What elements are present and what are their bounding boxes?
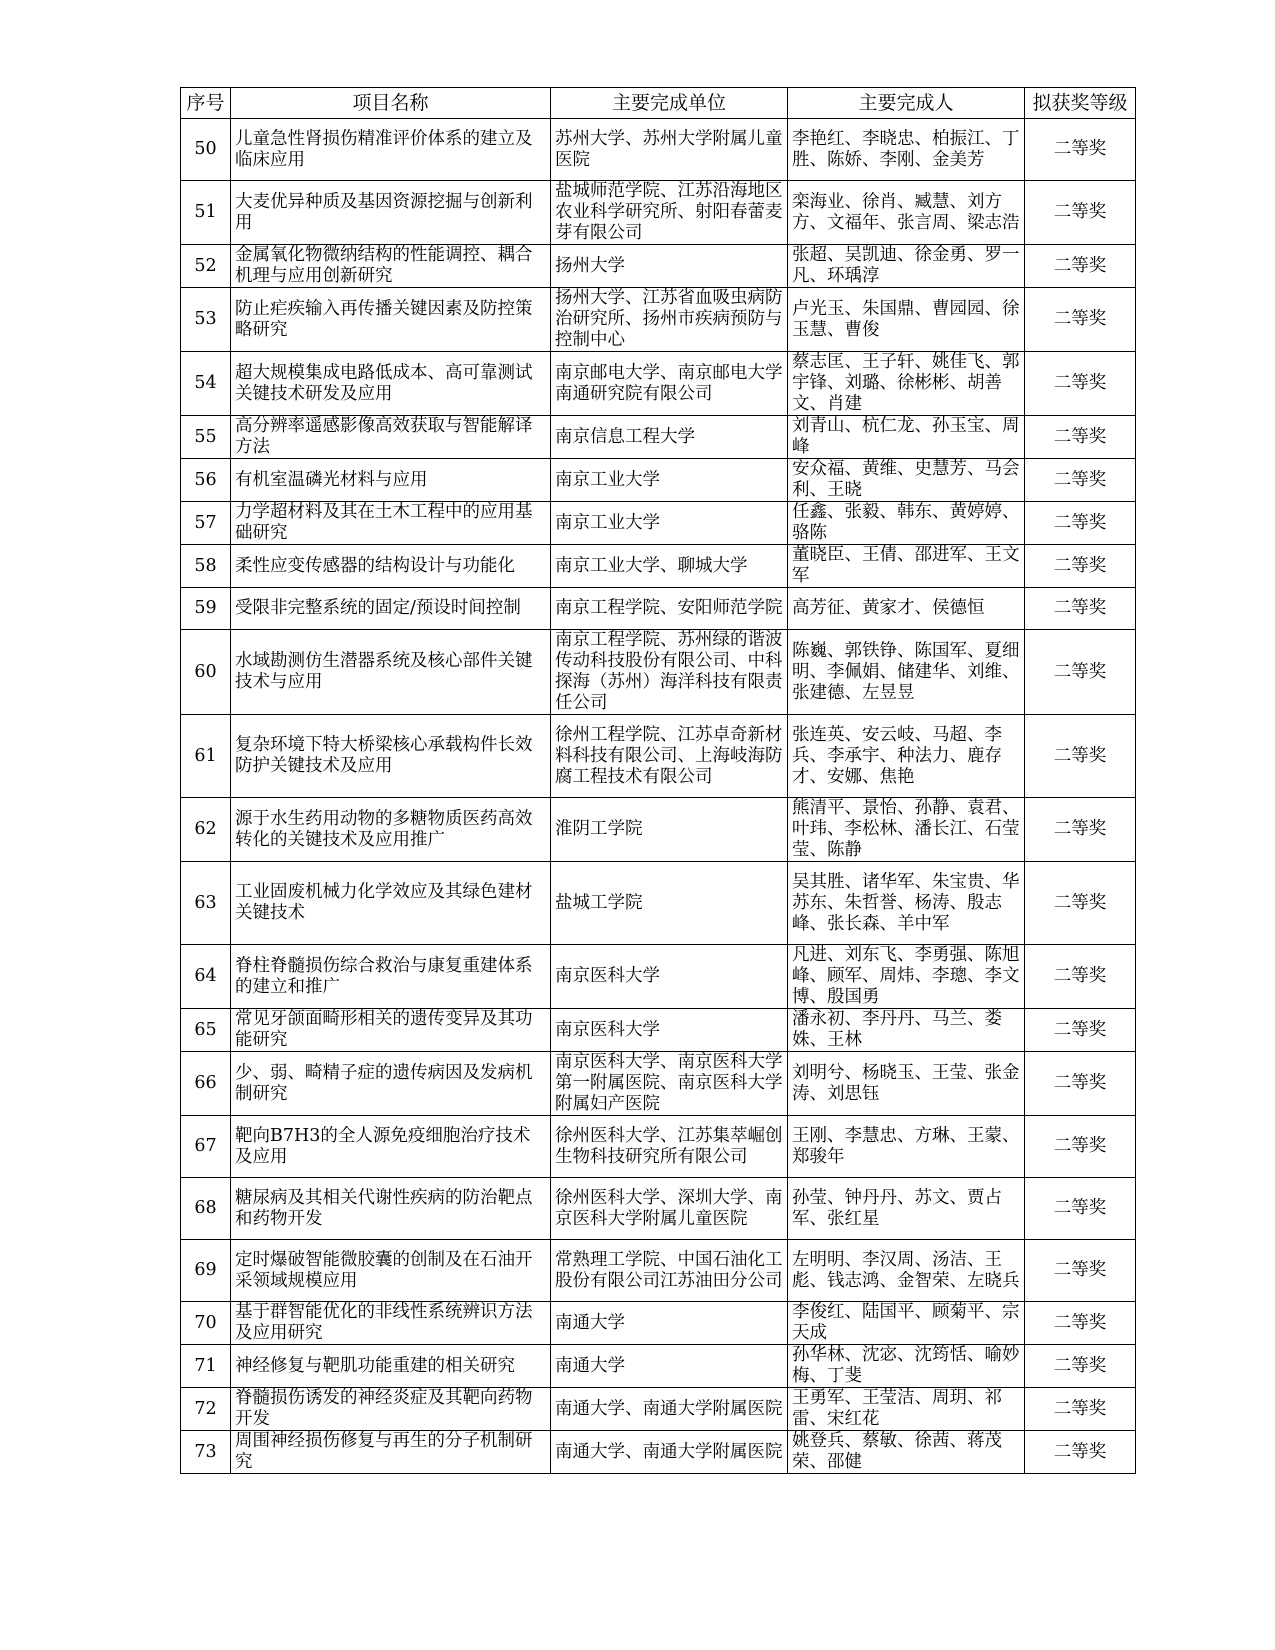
table-row (181, 588, 1136, 630)
completion-persons: 卢光玉、朱国鼎、曹园园、徐玉慧、曹俊 (788, 288, 1025, 352)
award-grade: 二等奖 (1025, 1052, 1136, 1116)
project-name: 力学超材料及其在土木工程中的应用基础研究 (231, 502, 551, 545)
completion-unit: 南通大学、南通大学附属医院 (551, 1388, 788, 1431)
row-number: 57 (181, 502, 231, 545)
table-row (181, 715, 1136, 798)
table-body (181, 119, 1136, 1474)
table-row (181, 1178, 1136, 1240)
completion-persons: 高芳征、黄家才、侯德恒 (788, 588, 1025, 630)
award-grade: 二等奖 (1025, 1178, 1136, 1240)
row-number: 70 (181, 1302, 231, 1345)
completion-persons: 张连英、安云岐、马超、李兵、李承宇、种法力、鹿存才、安娜、焦艳 (788, 715, 1025, 798)
row-number: 56 (181, 459, 231, 502)
completion-persons: 王刚、李慧忠、方琳、王蒙、郑骏年 (788, 1116, 1025, 1178)
award-grade: 二等奖 (1025, 416, 1136, 459)
completion-persons: 安众福、黄维、史慧芳、马会利、王晓 (788, 459, 1025, 502)
completion-persons: 蔡志匡、王子轩、姚佳飞、郭宇锋、刘璐、徐彬彬、胡善文、肖建 (788, 352, 1025, 416)
completion-persons: 孙莹、钟丹丹、苏文、贾占军、张红星 (788, 1178, 1025, 1240)
award-grade: 二等奖 (1025, 352, 1136, 416)
row-number: 64 (181, 945, 231, 1009)
completion-persons: 姚登兵、蔡敏、徐茜、蒋茂荣、邵健 (788, 1431, 1025, 1474)
table-row (181, 119, 1136, 181)
project-name: 脊髓损伤诱发的神经炎症及其靶向药物开发 (231, 1388, 551, 1431)
table-row (181, 1240, 1136, 1302)
completion-unit: 南京工程学院、苏州绿的谐波传动科技股份有限公司、中科探海（苏州）海洋科技有限责任公司 (551, 630, 788, 715)
completion-unit: 南京工业大学 (551, 459, 788, 502)
row-number: 61 (181, 715, 231, 798)
award-table (180, 87, 1136, 1474)
row-number: 58 (181, 545, 231, 588)
project-name: 源于水生药用动物的多糖物质医药高效转化的关键技术及应用推广 (231, 798, 551, 862)
completion-unit: 扬州大学 (551, 245, 788, 288)
table-row (181, 502, 1136, 545)
completion-unit: 徐州医科大学、江苏集萃崛创生物科技研究所有限公司 (551, 1116, 788, 1178)
table-row (181, 630, 1136, 715)
completion-unit: 南京工业大学、聊城大学 (551, 545, 788, 588)
completion-unit: 淮阴工学院 (551, 798, 788, 862)
table-row (181, 945, 1136, 1009)
completion-unit: 南京邮电大学、南京邮电大学南通研究院有限公司 (551, 352, 788, 416)
completion-persons: 栾海业、徐肖、臧慧、刘方方、文福年、张言周、梁志浩 (788, 181, 1025, 245)
project-name: 常见牙颌面畸形相关的遗传变异及其功能研究 (231, 1009, 551, 1052)
row-number: 60 (181, 630, 231, 715)
completion-persons: 刘青山、杭仁龙、孙玉宝、周峰 (788, 416, 1025, 459)
completion-persons: 李俊红、陆国平、顾菊平、宗天成 (788, 1302, 1025, 1345)
completion-unit: 盐城工学院 (551, 862, 788, 945)
row-number: 65 (181, 1009, 231, 1052)
project-name: 柔性应变传感器的结构设计与功能化 (231, 545, 551, 588)
table-row (181, 1052, 1136, 1116)
header-persons: 主要完成人 (788, 88, 1025, 119)
header-no: 序号 (181, 88, 231, 119)
project-name: 周围神经损伤修复与再生的分子机制研究 (231, 1431, 551, 1474)
table-row (181, 1302, 1136, 1345)
award-grade: 二等奖 (1025, 630, 1136, 715)
completion-unit: 扬州大学、江苏省血吸虫病防治研究所、扬州市疾病预防与控制中心 (551, 288, 788, 352)
completion-persons: 吴其胜、诸华军、朱宝贵、华苏东、朱哲誉、杨涛、殷志峰、张长森、羊中军 (788, 862, 1025, 945)
completion-persons: 王勇军、王莹洁、周玥、祁雷、宋红花 (788, 1388, 1025, 1431)
project-name: 脊柱脊髓损伤综合救治与康复重建体系的建立和推广 (231, 945, 551, 1009)
completion-unit: 徐州医科大学、深圳大学、南京医科大学附属儿童医院 (551, 1178, 788, 1240)
award-grade: 二等奖 (1025, 1431, 1136, 1474)
completion-unit: 南京医科大学 (551, 1009, 788, 1052)
award-grade: 二等奖 (1025, 1388, 1136, 1431)
header-row (181, 88, 1136, 119)
table-row (181, 798, 1136, 862)
row-number: 73 (181, 1431, 231, 1474)
project-name: 金属氧化物微纳结构的性能调控、耦合机理与应用创新研究 (231, 245, 551, 288)
completion-persons: 任鑫、张毅、韩东、黄婷婷、骆陈 (788, 502, 1025, 545)
completion-persons: 孙华林、沈宓、沈筠恬、喻妙梅、丁斐 (788, 1345, 1025, 1388)
project-name: 高分辨率遥感影像高效获取与智能解译方法 (231, 416, 551, 459)
header-unit: 主要完成单位 (551, 88, 788, 119)
award-grade: 二等奖 (1025, 1240, 1136, 1302)
completion-persons: 熊清平、景怡、孙静、袁君、叶玮、李松林、潘长江、石莹莹、陈静 (788, 798, 1025, 862)
award-grade: 二等奖 (1025, 459, 1136, 502)
row-number: 62 (181, 798, 231, 862)
award-grade: 二等奖 (1025, 245, 1136, 288)
table-row (181, 459, 1136, 502)
table-row (181, 245, 1136, 288)
project-name: 复杂环境下特大桥梁核心承载构件长效防护关键技术及应用 (231, 715, 551, 798)
project-name: 大麦优异种质及基因资源挖掘与创新利用 (231, 181, 551, 245)
completion-persons: 张超、吴凯迪、徐金勇、罗一凡、环瑀淳 (788, 245, 1025, 288)
completion-unit: 南京医科大学、南京医科大学第一附属医院、南京医科大学附属妇产医院 (551, 1052, 788, 1116)
completion-unit: 常熟理工学院、中国石油化工股份有限公司江苏油田分公司 (551, 1240, 788, 1302)
completion-persons: 李艳红、李晓忠、柏振江、丁胜、陈娇、李刚、金美芳 (788, 119, 1025, 181)
row-number: 69 (181, 1240, 231, 1302)
completion-persons: 董晓臣、王倩、邵进军、王文军 (788, 545, 1025, 588)
project-name: 超大规模集成电路低成本、高可靠测试关键技术研发及应用 (231, 352, 551, 416)
table-row (181, 288, 1136, 352)
row-number: 52 (181, 245, 231, 288)
completion-unit: 南京信息工程大学 (551, 416, 788, 459)
project-name: 靶向B7H3的全人源免疫细胞治疗技术及应用 (231, 1116, 551, 1178)
completion-unit: 南通大学 (551, 1302, 788, 1345)
completion-persons: 凡进、刘东飞、李勇强、陈旭峰、顾军、周炜、李璁、李文博、殷国勇 (788, 945, 1025, 1009)
table-row (181, 1009, 1136, 1052)
completion-unit: 南通大学 (551, 1345, 788, 1388)
project-name: 工业固废机械力化学效应及其绿色建材关键技术 (231, 862, 551, 945)
completion-unit: 盐城师范学院、江苏沿海地区农业科学研究所、射阳春蕾麦芽有限公司 (551, 181, 788, 245)
project-name: 基于群智能优化的非线性系统辨识方法及应用研究 (231, 1302, 551, 1345)
project-name: 防止疟疾输入再传播关键因素及防控策略研究 (231, 288, 551, 352)
award-grade: 二等奖 (1025, 288, 1136, 352)
completion-persons: 陈巍、郭铁铮、陈国军、夏细明、李佩娟、储建华、刘维、张建德、左昱昱 (788, 630, 1025, 715)
award-grade: 二等奖 (1025, 1116, 1136, 1178)
award-grade: 二等奖 (1025, 715, 1136, 798)
row-number: 59 (181, 588, 231, 630)
completion-unit: 苏州大学、苏州大学附属儿童医院 (551, 119, 788, 181)
header-project-name: 项目名称 (231, 88, 551, 119)
row-number: 50 (181, 119, 231, 181)
header-grade: 拟获奖等级 (1025, 88, 1136, 119)
completion-unit: 南京医科大学 (551, 945, 788, 1009)
project-name: 定时爆破智能微胶囊的创制及在石油开采领域规模应用 (231, 1240, 551, 1302)
award-grade: 二等奖 (1025, 502, 1136, 545)
award-grade: 二等奖 (1025, 798, 1136, 862)
award-grade: 二等奖 (1025, 1345, 1136, 1388)
award-grade: 二等奖 (1025, 181, 1136, 245)
completion-unit: 南通大学、南通大学附属医院 (551, 1431, 788, 1474)
award-grade: 二等奖 (1025, 588, 1136, 630)
project-name: 儿童急性肾损伤精准评价体系的建立及临床应用 (231, 119, 551, 181)
project-name: 少、弱、畸精子症的遗传病因及发病机制研究 (231, 1052, 551, 1116)
completion-persons: 左明明、李汉周、汤洁、王彪、钱志鸿、金智荣、左晓兵 (788, 1240, 1025, 1302)
row-number: 54 (181, 352, 231, 416)
table-row (181, 181, 1136, 245)
project-name: 水域勘测仿生潜器系统及核心部件关键技术与应用 (231, 630, 551, 715)
award-grade: 二等奖 (1025, 1009, 1136, 1052)
completion-unit: 南京工程学院、安阳师范学院 (551, 588, 788, 630)
completion-unit: 南京工业大学 (551, 502, 788, 545)
table-row (181, 1431, 1136, 1474)
row-number: 51 (181, 181, 231, 245)
table-row (181, 1345, 1136, 1388)
table-row (181, 545, 1136, 588)
award-grade: 二等奖 (1025, 1302, 1136, 1345)
project-name: 受限非完整系统的固定/预设时间控制 (231, 588, 551, 630)
project-name: 有机室温磷光材料与应用 (231, 459, 551, 502)
row-number: 68 (181, 1178, 231, 1240)
row-number: 55 (181, 416, 231, 459)
award-grade: 二等奖 (1025, 119, 1136, 181)
row-number: 63 (181, 862, 231, 945)
table-row (181, 1388, 1136, 1431)
award-grade: 二等奖 (1025, 862, 1136, 945)
row-number: 66 (181, 1052, 231, 1116)
table-row (181, 1116, 1136, 1178)
completion-persons: 刘明兮、杨晓玉、王莹、张金涛、刘思钰 (788, 1052, 1025, 1116)
table-row (181, 352, 1136, 416)
row-number: 71 (181, 1345, 231, 1388)
completion-persons: 潘永初、李丹丹、马兰、娄姝、王林 (788, 1009, 1025, 1052)
award-grade: 二等奖 (1025, 945, 1136, 1009)
row-number: 72 (181, 1388, 231, 1431)
table-row (181, 862, 1136, 945)
project-name: 糖尿病及其相关代谢性疾病的防治靶点和药物开发 (231, 1178, 551, 1240)
row-number: 67 (181, 1116, 231, 1178)
project-name: 神经修复与靶肌功能重建的相关研究 (231, 1345, 551, 1388)
row-number: 53 (181, 288, 231, 352)
completion-unit: 徐州工程学院、江苏卓奇新材料科技有限公司、上海岐海防腐工程技术有限公司 (551, 715, 788, 798)
table-row (181, 416, 1136, 459)
award-grade: 二等奖 (1025, 545, 1136, 588)
